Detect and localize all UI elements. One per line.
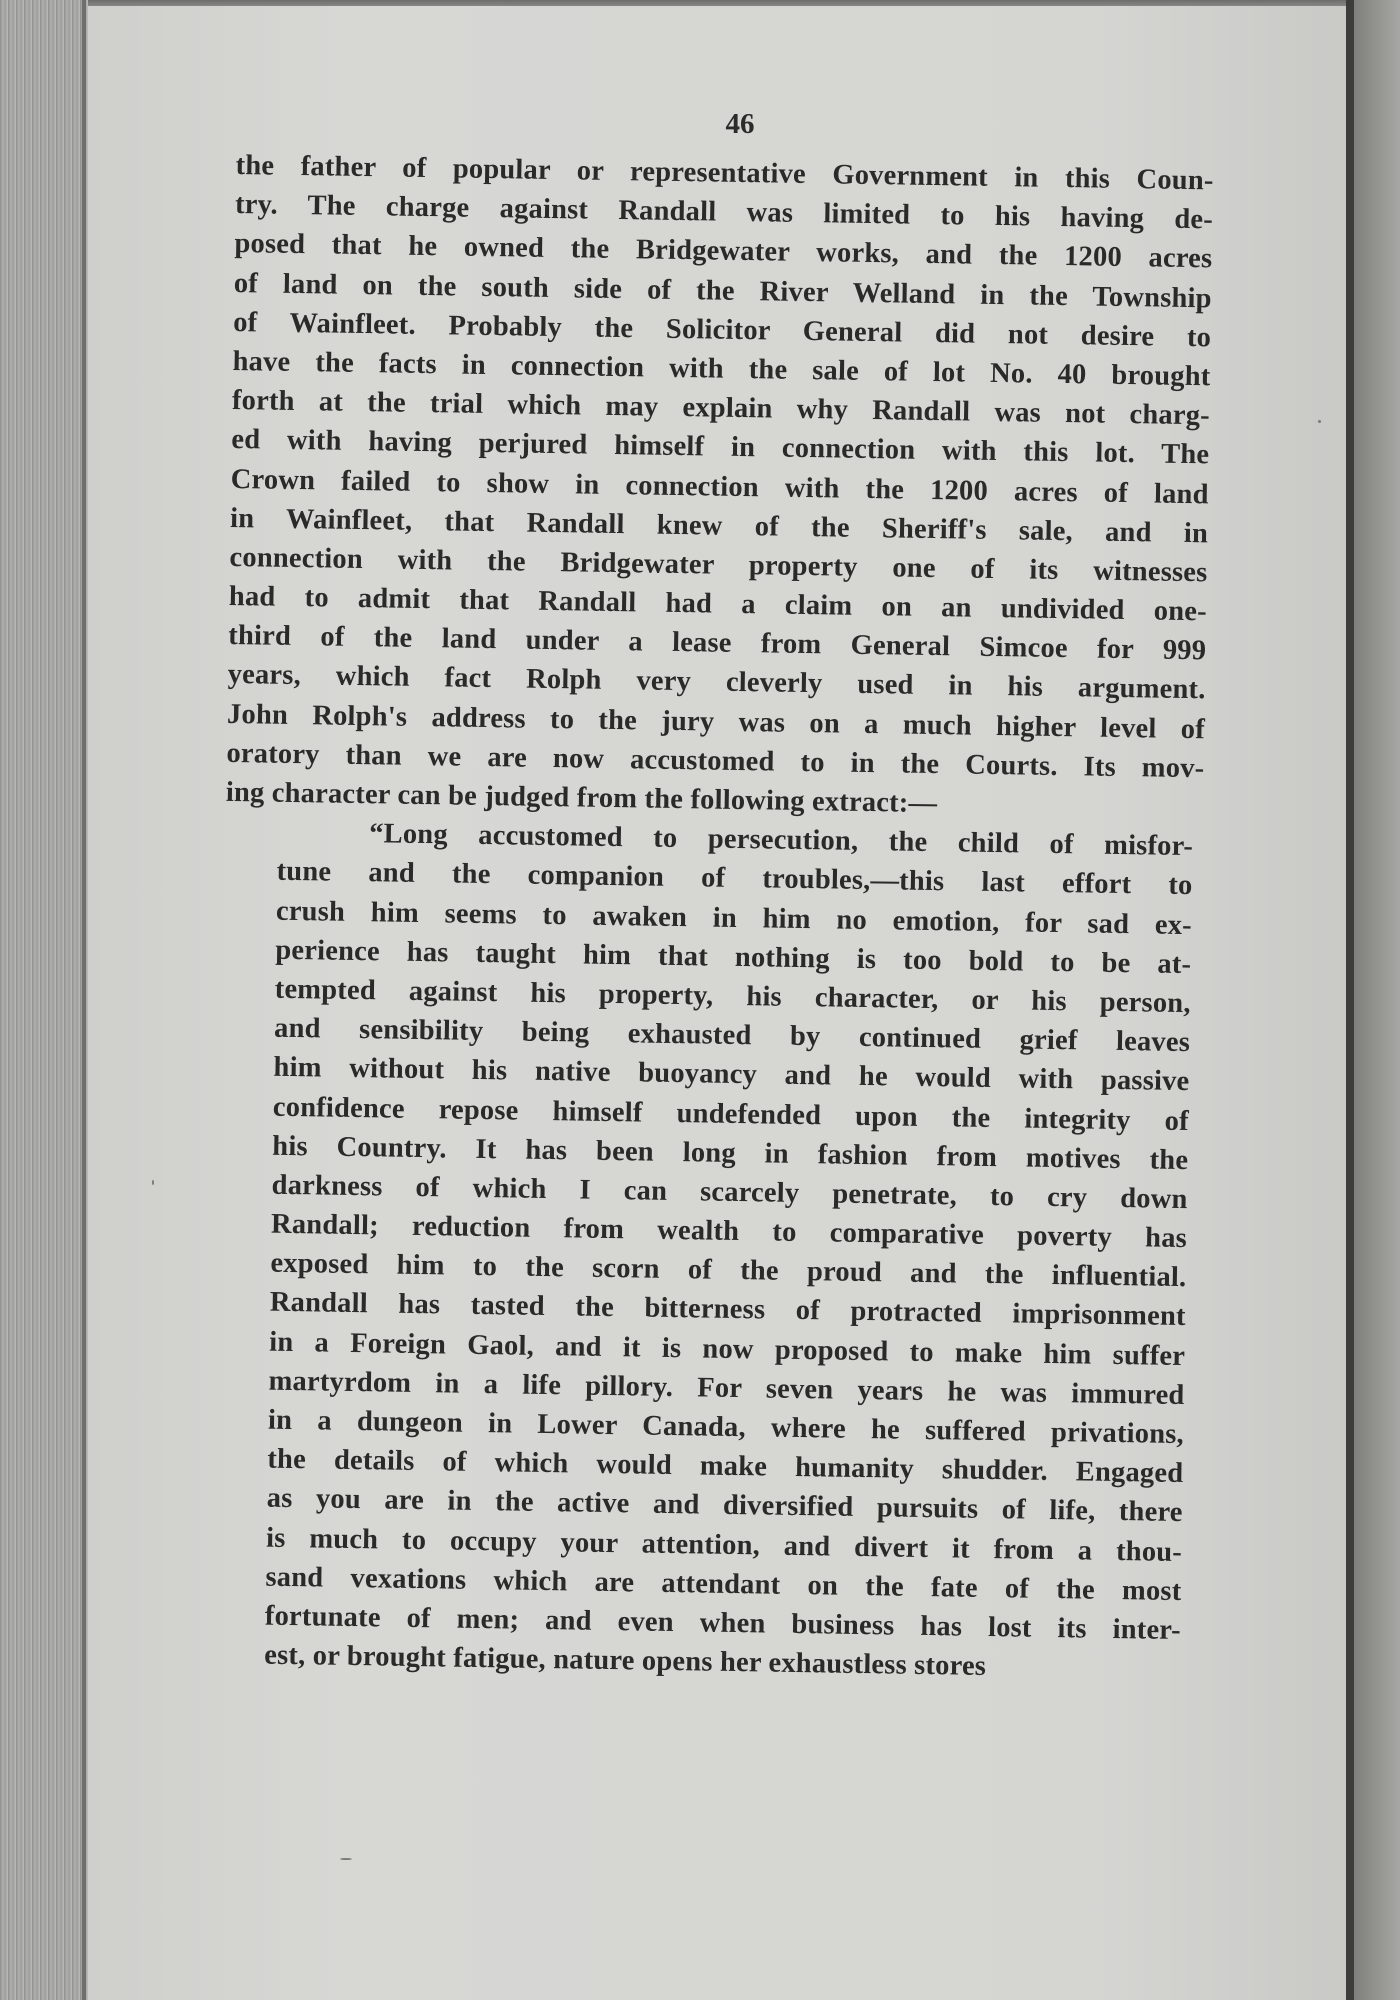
quote-line: martyrdom in a life pillory. For seven years he was immured [268,1365,1185,1411]
quote-line: in a dungeon in Lower Canada, where he suffered privations, [267,1404,1185,1451]
quote-line: tempted against his property, his character, or his person, [274,973,1191,1020]
quote-line: Randall has tasted the bitterness of protracted imprisonment [269,1287,1186,1333]
quote-line: as you are in the active and diversified pursuits of life, there [266,1483,1183,1529]
quote-line: and sensibility being exhausted by continued grief leaves [273,1012,1191,1059]
text-line: of Wainfleet. Probably the Solicitor General did not desire to [232,306,1212,354]
text-line: of land on the south side of the River Welland in the Township [233,267,1212,314]
quote-line: confidence repose himself undefended upon the integrity of [272,1091,1190,1137]
text-line: connection with the Bridgewater property one of its witnesses [229,541,1208,589]
quote-line: tune and the companion of troubles,—this last effort to [276,856,1193,902]
binding-line [82,0,86,2000]
text-line: posed that he owned the Bridgewater works, and the 1200 acres [234,228,1213,275]
text-line: had to admit that Randall had a claim on an undivided one- [228,581,1208,628]
quote-line: crush him seems to awaken in him no emotion, for sad ex- [275,895,1193,941]
text-line: ed with having perjured himself in connection with this lot. The [231,424,1210,471]
quote-line: in a Foreign Gaol, and it is now proposed to make him suffer [268,1326,1186,1372]
text-line: in Wainfleet, that Randall knew of the Sheriff's sale, and in [229,502,1209,550]
text-line: John Rolph's address to the jury was on a much higher level of [226,698,1206,745]
page-number: 46 [725,108,755,140]
quote-line: est, or brought fatigue, nature opens her exhaustless stores [264,1639,987,1683]
quote-line: Randall; reduction from wealth to comparative poverty has [270,1208,1188,1255]
quote-line: exposed him to the scorn of the proud and the influential. [270,1247,1187,1294]
quote-line: sand vexations which are attendant on the fate of the most [265,1561,1182,1607]
text-line: Crown failed to show in connection with the 1200 acres of land [230,463,1209,510]
quote-line: perience has taught him that nothing is too bold to be at- [275,934,1192,980]
text-line: oratory than we are now accustomed to in the Courts. Its mov- [226,737,1205,785]
dust-speck [340,1858,352,1860]
quote-line: darkness of which I can scarcely penetrate, to cry down [271,1169,1188,1215]
text-line: try. The charge against Randall was limited to his having de- [234,189,1214,236]
text-line: years, which fact Rolph very cleverly used in his argument. [227,659,1206,706]
quote-line: the details of which would make humanity shudder. Engaged [267,1443,1184,1490]
quoted-extract [212,812,1203,1689]
dust-speck [152,1180,154,1185]
page-right-edge [1346,0,1354,2000]
text-line: the father of popular or representative Government in this Coun- [235,149,1214,197]
text-line: have the facts in connection with the sale of lot No. 40 brought [232,345,1211,393]
book-binding-edge [0,0,88,2000]
text-line: third of the land under a lease from General Simcoe for 999 [228,620,1207,667]
text-line: forth at the trial which may explain why Randall was not charg- [231,385,1211,432]
dust-speck [1318,420,1321,423]
page-text [212,146,1214,1689]
quote-line: is much to occupy your attention, and divert it from a thou- [265,1522,1183,1568]
intro-paragraph [226,146,1214,827]
underlying-page [1354,0,1400,2000]
quote-line: him without his native buoyancy and he would with passive [273,1052,1190,1098]
quote-line: “Long accustomed to persecution, the child of misfor- [368,818,1194,863]
quote-line: his Country. It has been long in fashion from motives the [272,1130,1189,1176]
quote-line: fortunate of men; and even when business has lost its inter- [264,1600,1182,1646]
text-line: ing character can be judged from the following extract:— [225,776,938,820]
